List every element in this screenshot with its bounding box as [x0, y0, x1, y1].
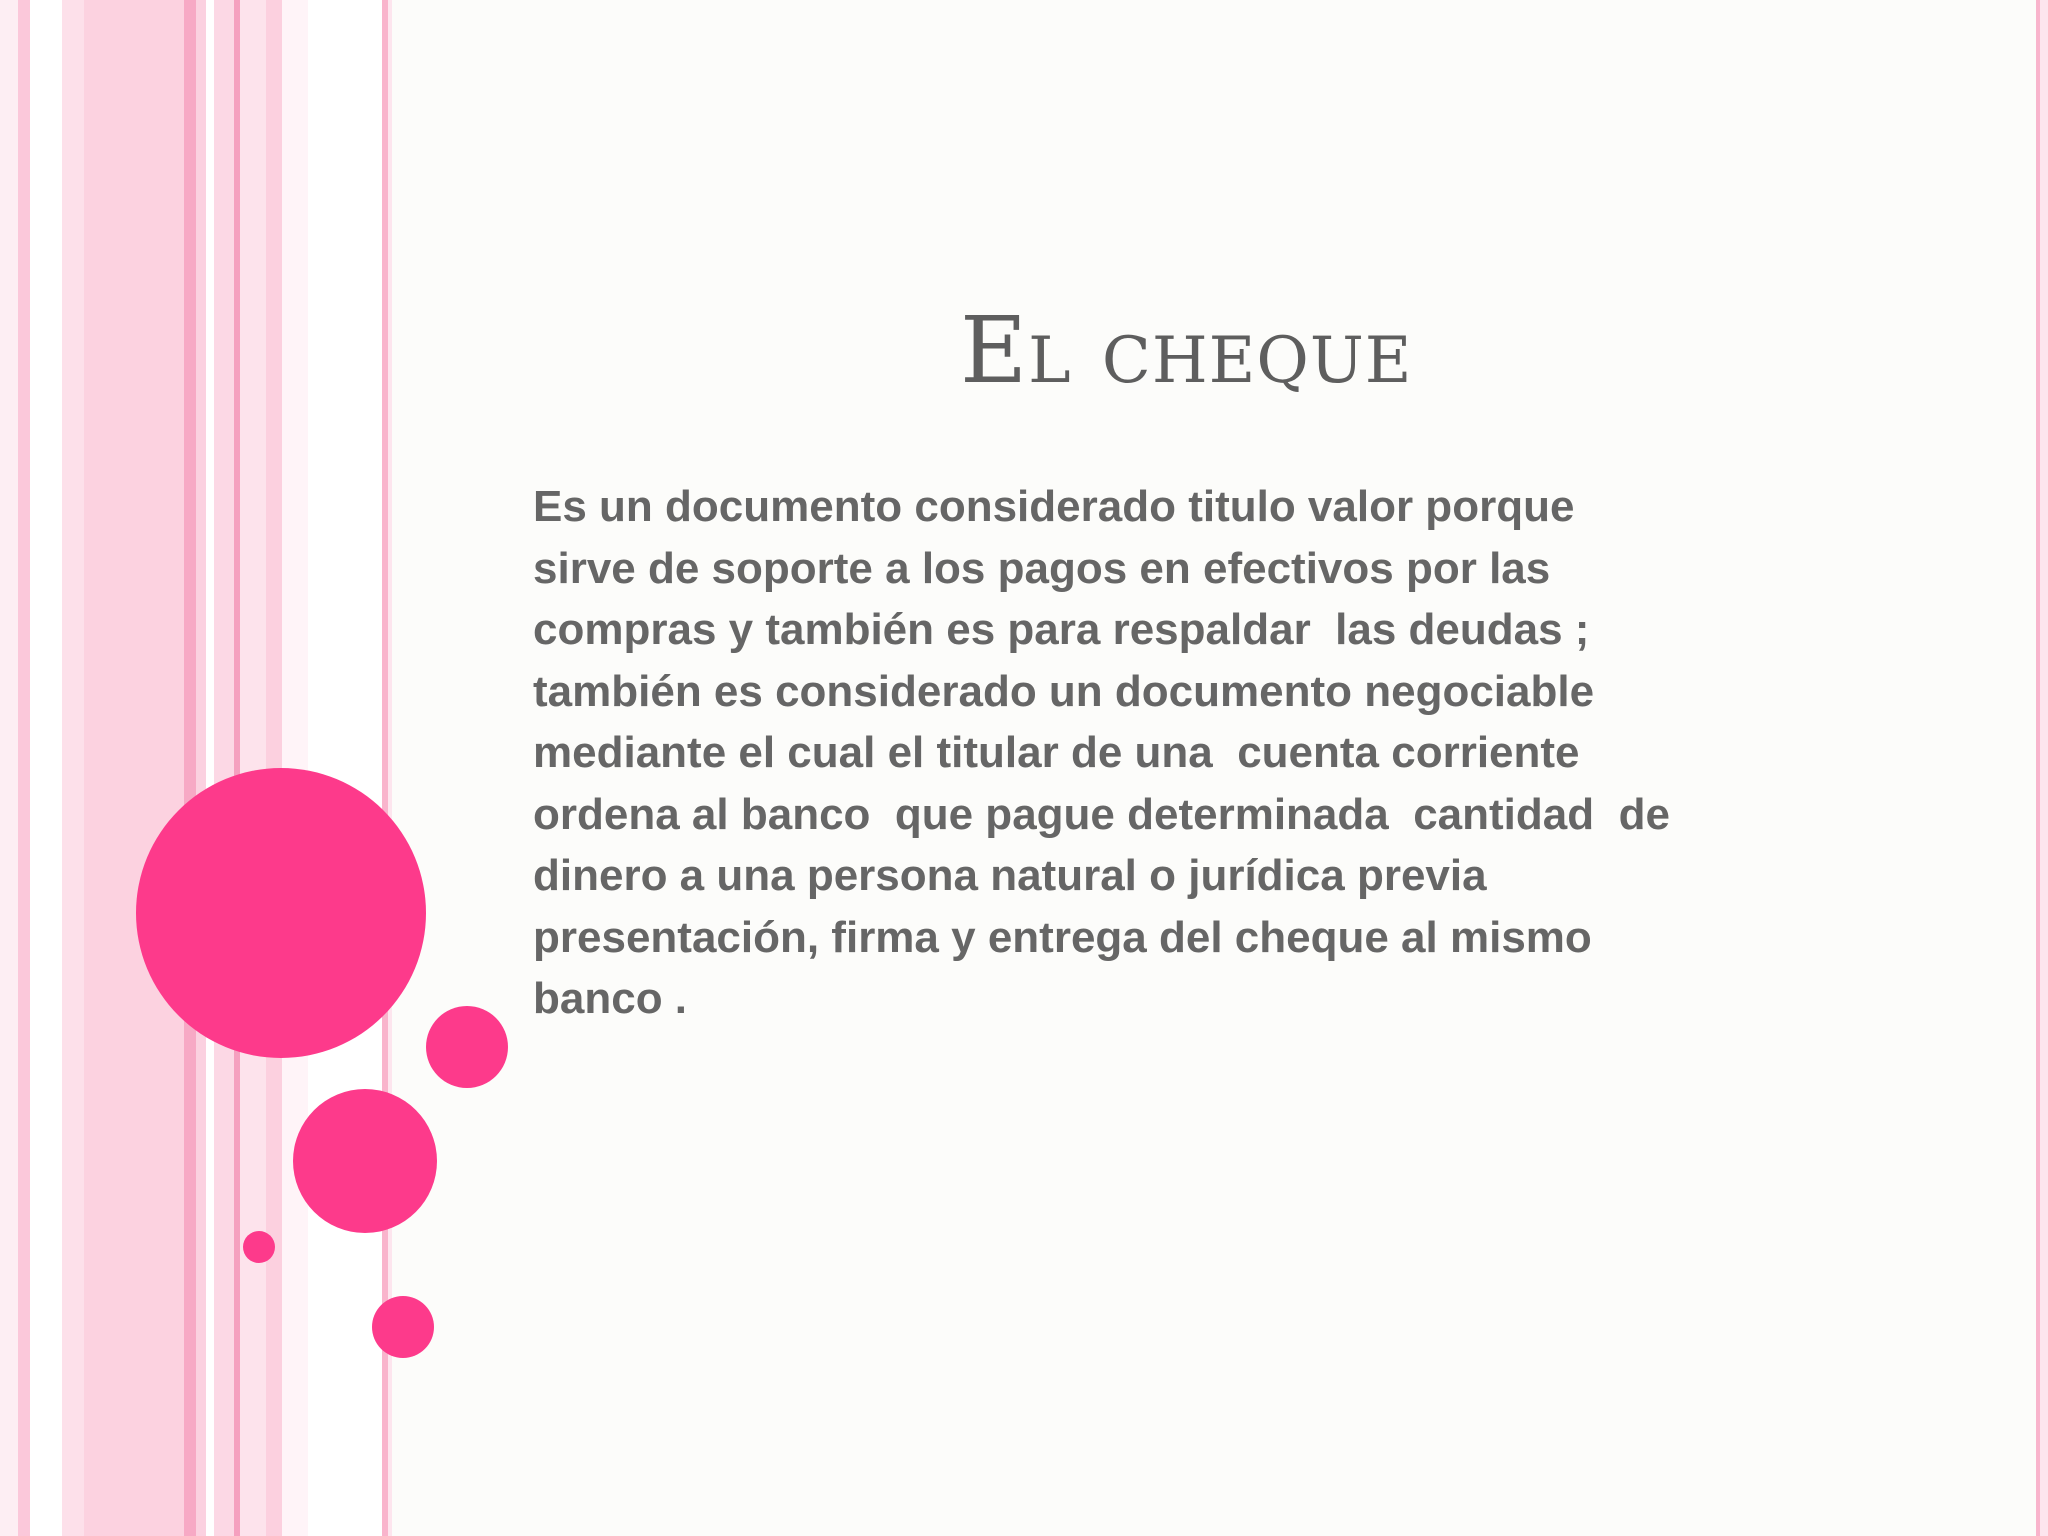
decorative-stripe — [84, 0, 184, 1536]
medium-circle — [293, 1089, 437, 1233]
decorative-stripe — [0, 0, 18, 1536]
body-line: banco . — [533, 974, 688, 1023]
decorative-stripe — [214, 0, 234, 1536]
body-line: ordena al banco que pague determinada cantidad de — [533, 789, 1670, 839]
decorative-stripe — [62, 0, 84, 1536]
slide-title: El cheque — [960, 297, 1413, 404]
small-circle — [372, 1296, 434, 1358]
slide-body — [533, 476, 1963, 1030]
body-line: mediante el cual el titular de una cuenta corriente — [533, 728, 1580, 777]
tiny-circle — [243, 1231, 275, 1263]
body-line: Es un documento considerado titulo valor porque — [533, 482, 1575, 531]
body-line: también es considerado un documento negociable — [533, 666, 1595, 716]
decorative-stripe — [18, 0, 30, 1536]
decorative-stripe — [2040, 0, 2048, 1536]
decorative-stripe — [308, 0, 382, 1536]
body-line: presentación, firma y entrega del cheque al mismo — [533, 912, 1592, 962]
body-line: sirve de soporte a los pagos en efectivos por las — [533, 543, 1551, 593]
body-line: compras y también es para respaldar las deudas ; — [533, 605, 1590, 654]
small-circle — [426, 1006, 508, 1088]
decorative-stripe — [206, 0, 214, 1536]
body-line: dinero a una persona natural o jurídica previa — [533, 851, 1487, 900]
decorative-stripe — [30, 0, 62, 1536]
decorative-stripe — [240, 0, 266, 1536]
large-circle — [136, 768, 426, 1058]
decorative-stripe — [196, 0, 206, 1536]
decorative-stripe — [184, 0, 196, 1536]
